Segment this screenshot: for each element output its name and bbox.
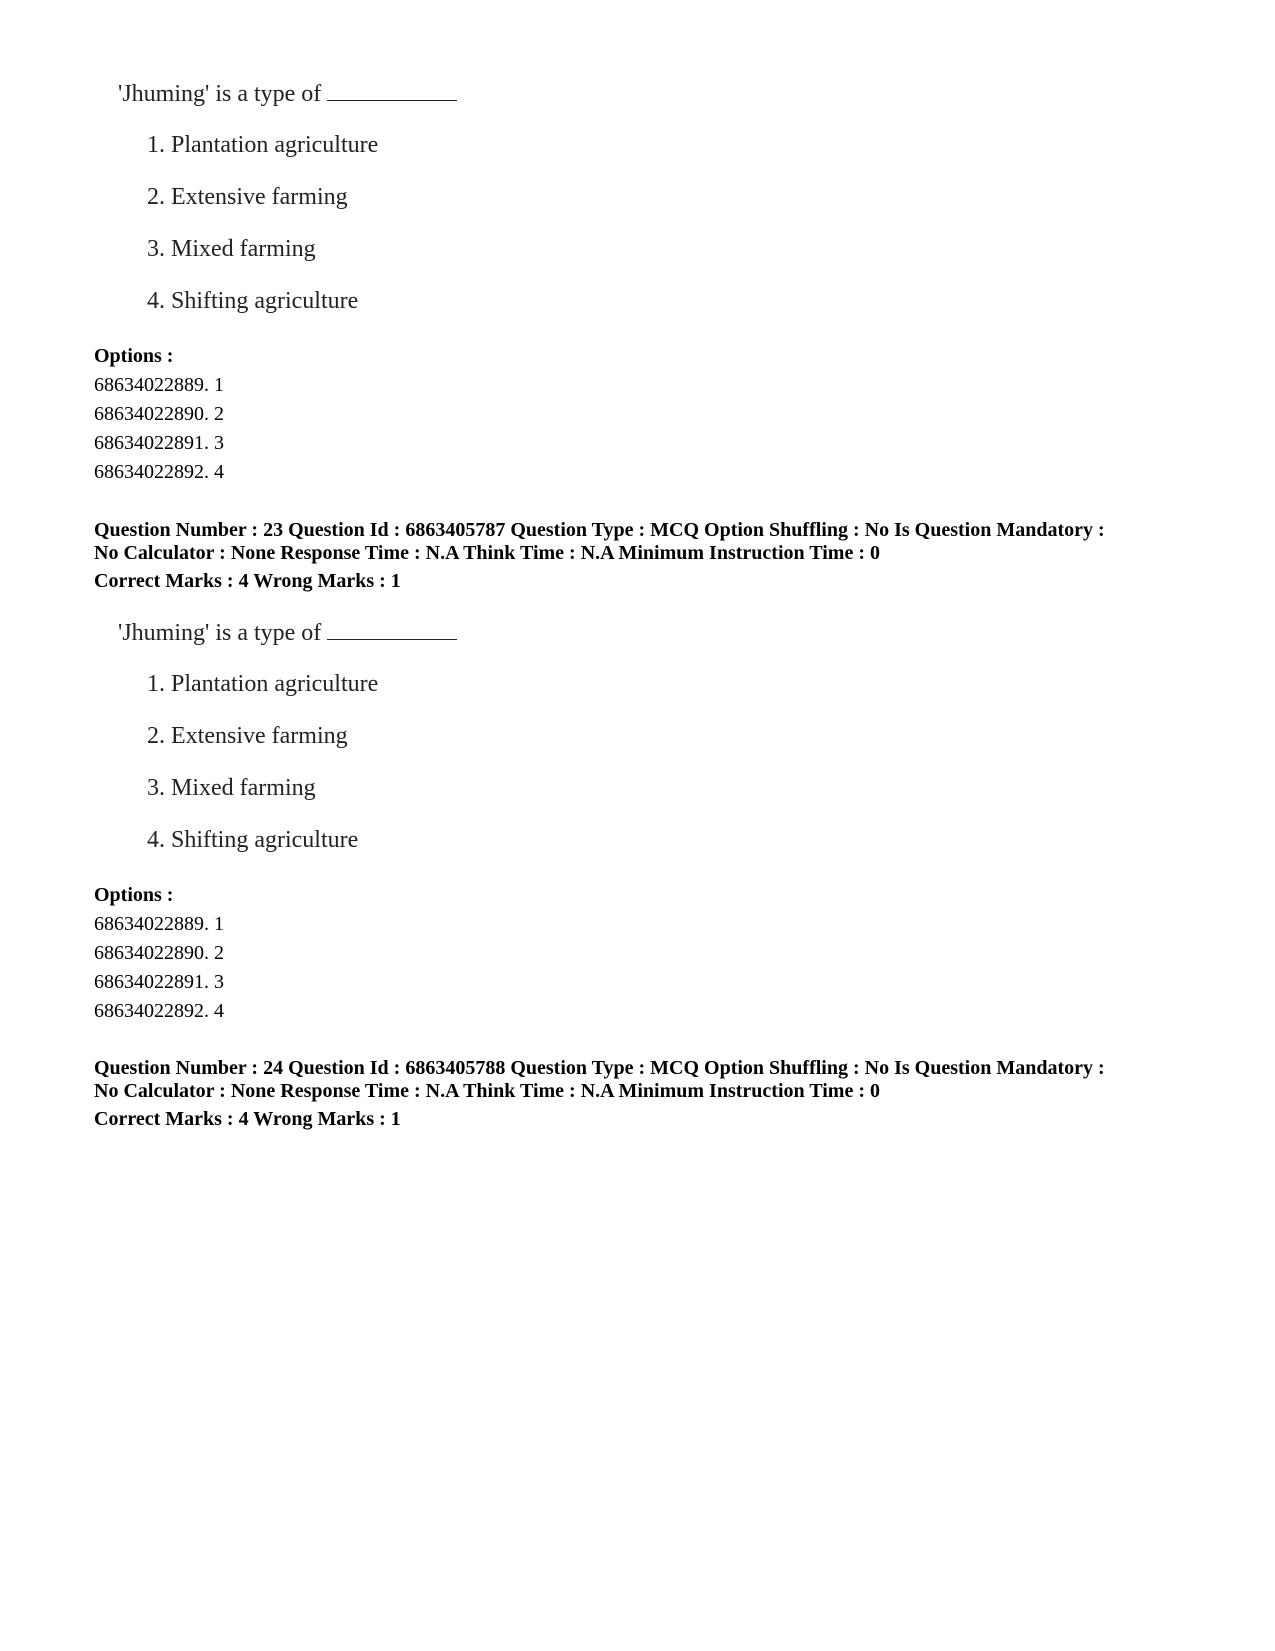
options-list	[94, 881, 1275, 1026]
question-block-23	[0, 617, 1275, 1026]
choice-item: 1. Plantation agriculture	[147, 671, 379, 697]
marks-line: Correct Marks : 4 Wrong Marks : 1	[94, 570, 401, 592]
question-block-22	[0, 78, 1275, 487]
question-image	[118, 617, 1275, 855]
option-item: 68634022892. 4	[94, 1000, 224, 1022]
marks-line: Correct Marks : 4 Wrong Marks : 1	[94, 1108, 401, 1130]
options-list	[94, 342, 1275, 487]
choice-item: 4. Shifting agriculture	[147, 288, 359, 314]
answer-blank	[327, 617, 457, 640]
option-item: 68634022890. 2	[94, 942, 224, 964]
question-stem: 'Jhuming' is a type of	[118, 78, 1275, 108]
meta-line: No Calculator : None Response Time : N.A Think Time : N.A Minimum Instruction Time : 0	[94, 1080, 880, 1102]
option-item: 68634022889. 1	[94, 374, 224, 396]
answer-blank	[327, 78, 457, 101]
option-item: 68634022889. 1	[94, 913, 224, 935]
choice-item: 2. Extensive farming	[147, 723, 348, 749]
choice-item: 3. Mixed farming	[147, 775, 316, 801]
options-title: Options :	[94, 345, 174, 367]
question-meta-24	[94, 1057, 1234, 1131]
options-title: Options :	[94, 884, 174, 906]
meta-line: Question Number : 24 Question Id : 6863405788 Question Type : MCQ Option Shuffling : No Is Question Mandatory :	[94, 1057, 1105, 1079]
option-item: 68634022891. 3	[94, 432, 224, 454]
meta-line: No Calculator : None Response Time : N.A Think Time : N.A Minimum Instruction Time : 0	[94, 542, 880, 564]
option-item: 68634022891. 3	[94, 971, 224, 993]
choice-item: 3. Mixed farming	[147, 236, 316, 262]
option-item: 68634022890. 2	[94, 403, 224, 425]
question-stem: 'Jhuming' is a type of	[118, 617, 1275, 647]
question-meta-23	[94, 519, 1234, 593]
meta-line: Question Number : 23 Question Id : 6863405787 Question Type : MCQ Option Shuffling : No Is Question Mandatory :	[94, 519, 1105, 541]
choice-item: 4. Shifting agriculture	[147, 827, 359, 853]
choice-item: 2. Extensive farming	[147, 184, 348, 210]
option-item: 68634022892. 4	[94, 461, 224, 483]
choice-item: 1. Plantation agriculture	[147, 132, 379, 158]
question-image	[118, 78, 1275, 316]
